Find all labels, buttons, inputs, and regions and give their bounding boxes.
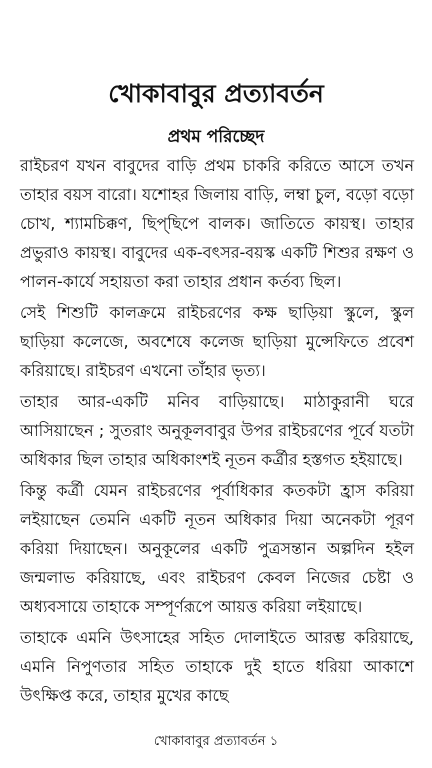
paragraph: সেই শিশুটি কালক্রমে রাইচরণের কক্ষ ছাড়িয়া স্কুলে, স্কুল ছাড়িয়া কলেজে, অবশেষে কলেজ ছাড়িয়া মুন্সেফিতে প্রবেশ করিয়াছে। রাইচরণ এখনো তাঁহার ভৃত্য। xyxy=(20,303,414,380)
chapter-heading: প্রথম পরিচ্ছেদ xyxy=(167,127,265,147)
story-title: খোকাবাবুর প্রত্যাবর্তন xyxy=(108,79,324,108)
paragraph: তাহাকে এমনি উৎসাহের সহিত দোলাইতে আরম্ভ করিয়াছে, এমনি নিপুণতার সহিত তাহাকে দুই হাতে ধরিয়া আকাশে উৎক্ষিপ্ত করে, তাহার মুখের কাছে xyxy=(20,628,414,705)
page-footer: খোকাবাবুর প্রত্যাবর্তন ১ xyxy=(153,734,279,749)
paragraph: রাইচরণ যখন বাবুদের বাড়ি প্রথম চাকরি করিতে আসে তখন তাহার বয়স বারো। যশোহর জিলায় বাড়ি, লম্বা চুল, বড়ো বড়ো চোখ, শ্যামচিক্কণ, ছিপ্‌ছিপে বালক। জাতিতে কায়স্থ। তাহার প্রভুরাও কায়স্থ। বাবুদের এক-বৎসর-বয়স্ক একটি শিশুর রক্ষণ ও পালন-কার্যে সহায়তা করা তাহার প্রধান কর্তব্য ছিল। xyxy=(20,156,414,291)
body-text xyxy=(20,151,414,710)
paragraph: কিন্তু কর্ত্রী যেমন রাইচরণের পূর্বাধিকার কতকটা হ্রাস করিয়া লইয়াছেন তেমনি একটি নূতন অধিকার দিয়া অনেকটা পূরণ করিয়া দিয়াছেন। অনুকূলের একটি পুত্রসন্তান অল্পদিন হইল জন্মলাভ করিয়াছে, এবং রাইচরণ কেবল নিজের চেষ্টা ও অধ্যবসায়ে তাহাকে সম্পূর্ণরূপে আয়ত্ত করিয়া লইয়াছে। xyxy=(20,481,414,616)
paragraph: তাহার আর-একটি মনিব বাড়িয়াছে। মাঠাকুরানী ঘরে আসিয়াছেন ; সুতরাং অনুকূলবাবুর উপর রাইচরণের পূর্বে যতটা অধিকার ছিল তাহার অধিকাংশই নূতন কর্ত্রীর হস্তগত হইয়াছে। xyxy=(20,392,414,469)
